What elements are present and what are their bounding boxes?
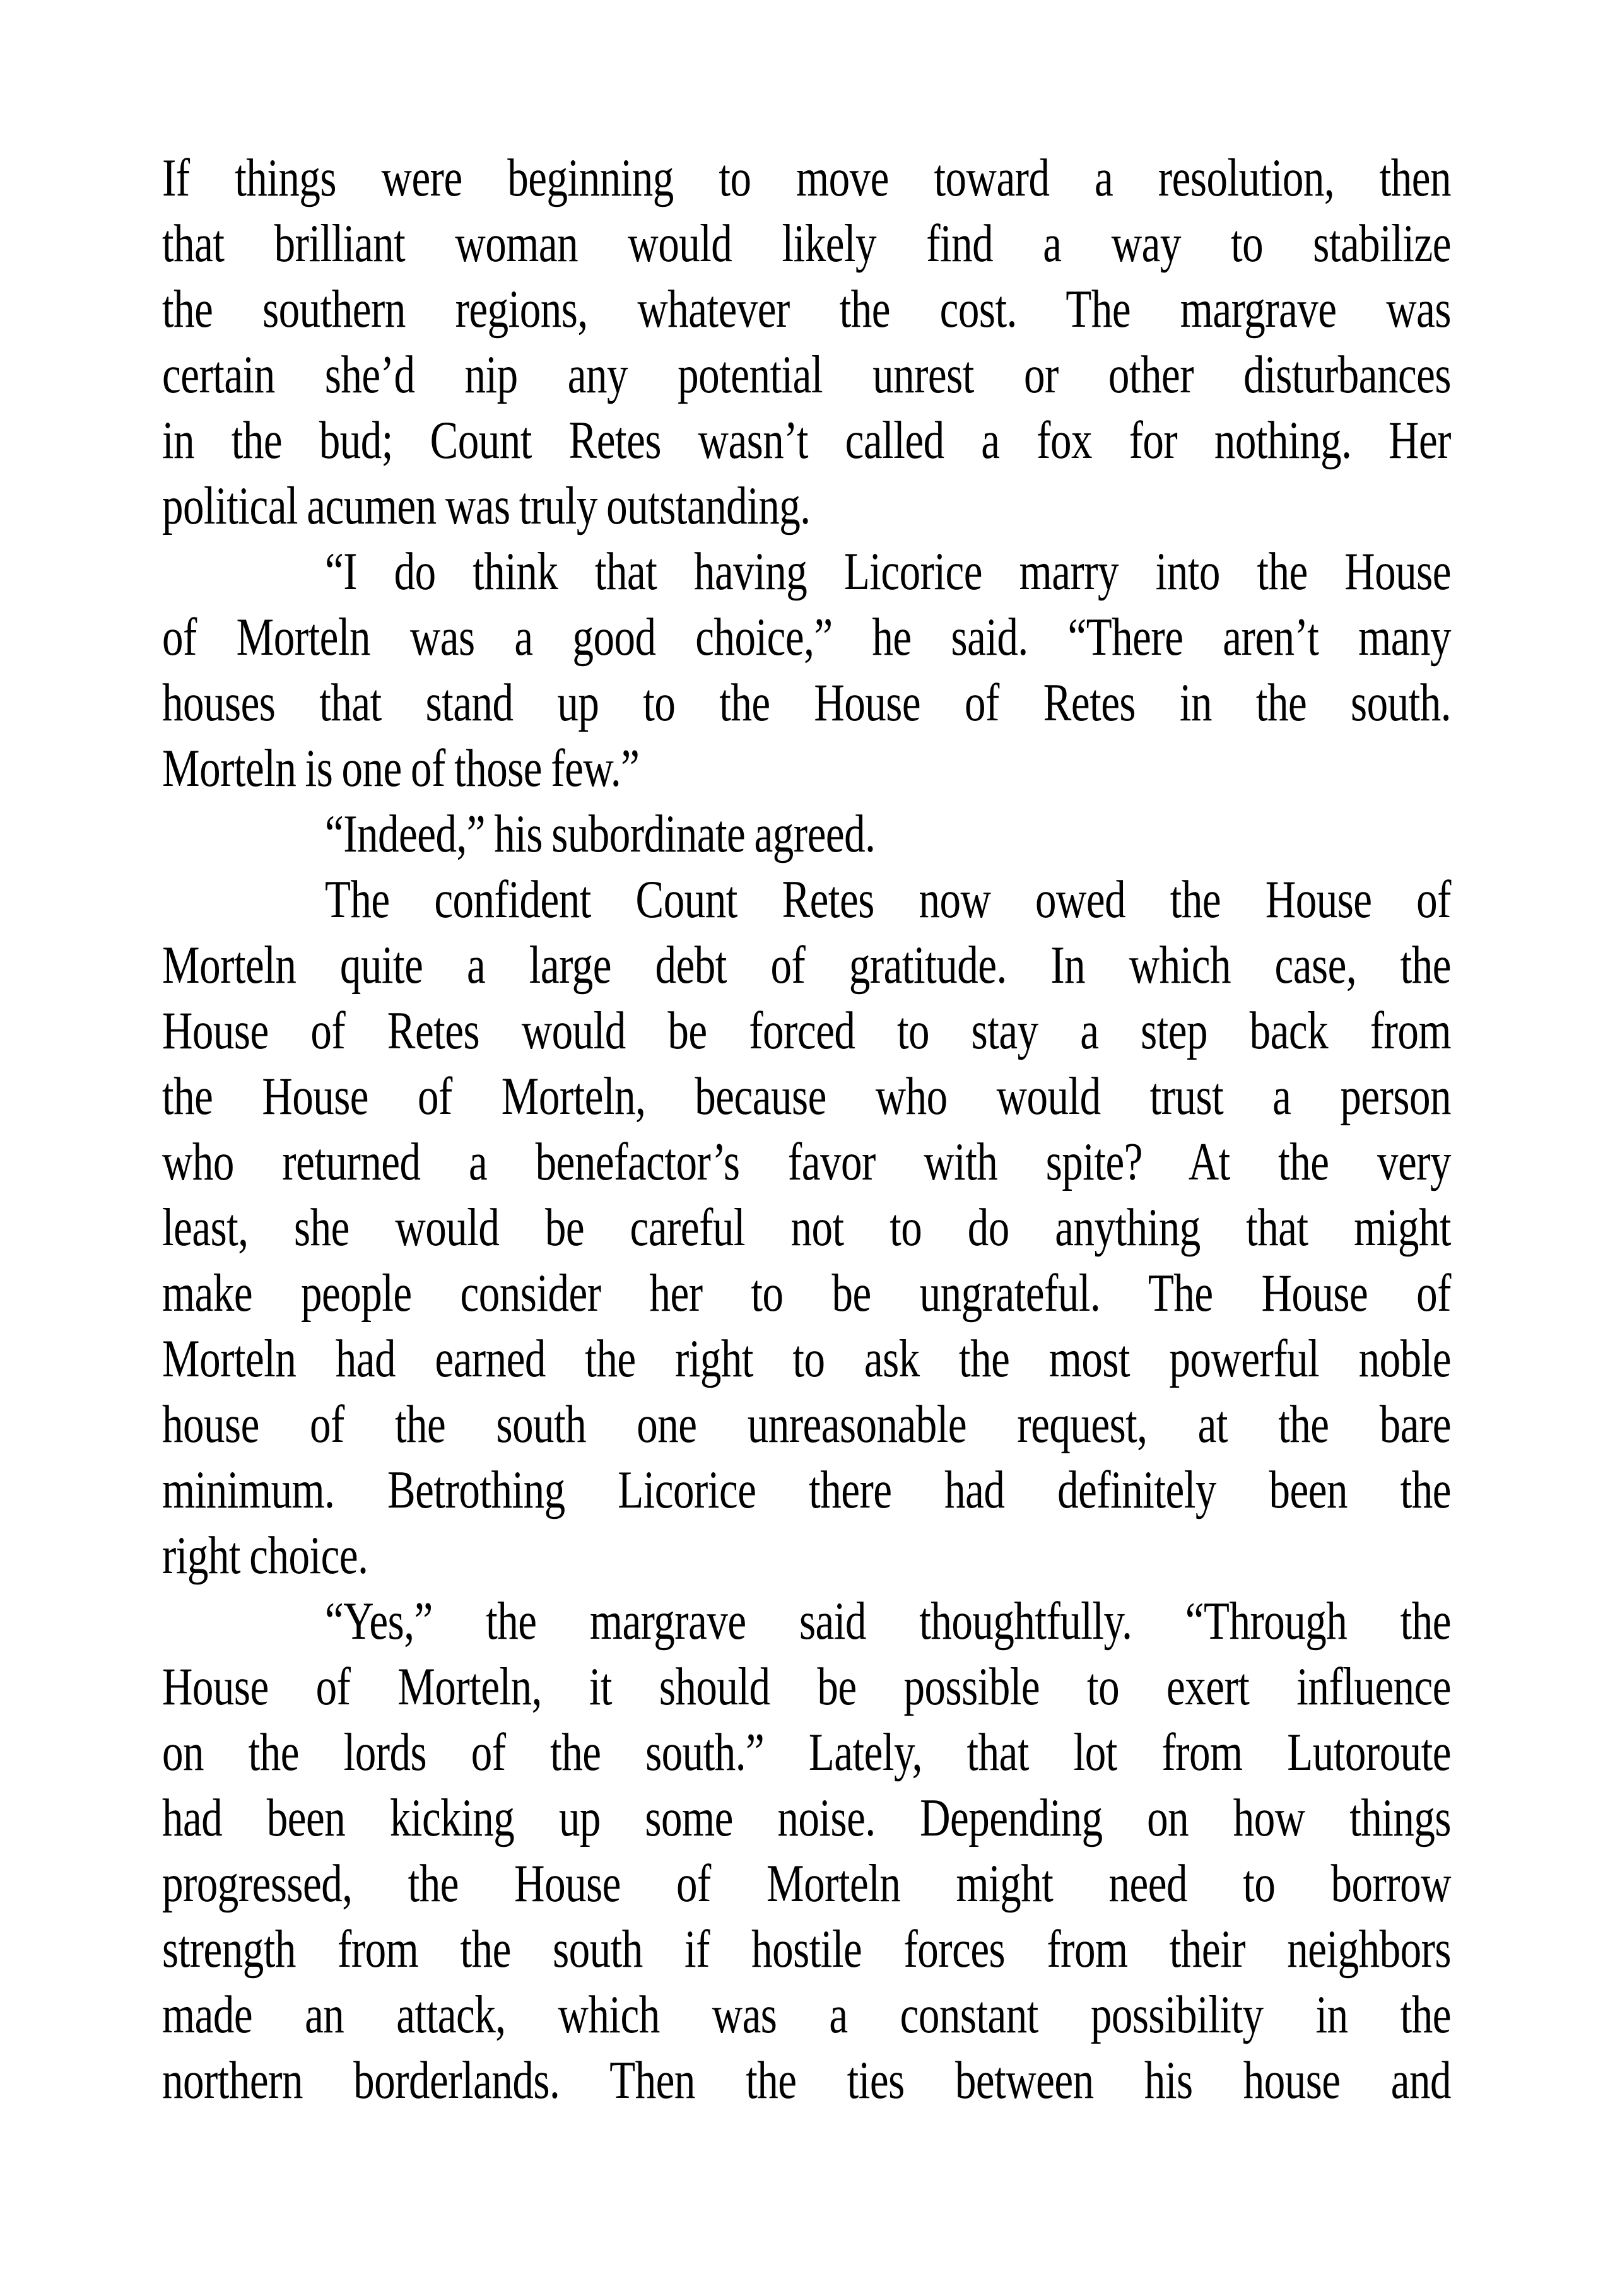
text-line: certain she’d nip any potential unrest or other disturbances bbox=[162, 345, 1451, 404]
text-line: the House of Morteln, because who would trust a person bbox=[162, 1067, 1451, 1126]
text-line: House of Morteln, it should be possible to exert influence bbox=[162, 1657, 1451, 1716]
text-line: political acumen was truly outstanding. bbox=[162, 476, 811, 536]
text-line: northern borderlands. Then the ties between his house and bbox=[162, 2051, 1451, 2110]
text-line: strength from the south if hostile forces from their neighbors bbox=[162, 1919, 1451, 1979]
text-line: house of the south one unreasonable request, at the bare bbox=[162, 1395, 1451, 1454]
text-line: that brilliant woman would likely find a way to stabilize bbox=[162, 214, 1451, 273]
text-line: houses that stand up to the House of Retes in the south. bbox=[162, 673, 1451, 732]
text-line: on the lords of the south.” Lately, that lot from Lutoroute bbox=[162, 1723, 1451, 1782]
paragraph bbox=[162, 801, 1451, 867]
text-line: Morteln had earned the right to ask the most powerful noble bbox=[162, 1329, 1451, 1388]
page-text-block bbox=[162, 145, 1451, 2113]
text-line: right choice. bbox=[162, 1526, 368, 1585]
text-line: who returned a benefactor’s favor with spite? At the very bbox=[162, 1132, 1451, 1192]
text-line: If things were beginning to move toward a resolution, then bbox=[162, 148, 1451, 208]
paragraph bbox=[162, 145, 1451, 539]
text-line: the southern regions, whatever the cost. The margrave was bbox=[162, 279, 1451, 339]
text-line: minimum. Betrothing Licorice there had definitely been the bbox=[162, 1460, 1451, 1520]
text-line: House of Retes would be forced to stay a step back from bbox=[162, 1001, 1451, 1060]
text-line: “Indeed,” his subordinate agreed. bbox=[325, 804, 876, 864]
text-line: The confident Count Retes now owed the House of bbox=[325, 870, 1451, 929]
text-line: of Morteln was a good choice,” he said. “There aren’t many bbox=[162, 607, 1451, 667]
text-line: make people consider her to be ungrateful. The House of bbox=[162, 1263, 1451, 1323]
text-line: least, she would be careful not to do anything that might bbox=[162, 1198, 1451, 1257]
text-line: Morteln quite a large debt of gratitude. In which case, the bbox=[162, 935, 1451, 995]
text-line: progressed, the House of Morteln might need to borrow bbox=[162, 1854, 1451, 1913]
paragraph bbox=[162, 1588, 1451, 2113]
text-line: “Yes,” the margrave said thoughtfully. “Through the bbox=[325, 1591, 1451, 1651]
text-line: had been kicking up some noise. Depending on how things bbox=[162, 1788, 1451, 1848]
text-line: made an attack, which was a constant possibility in the bbox=[162, 1985, 1451, 2044]
text-line: Morteln is one of those few.” bbox=[162, 739, 640, 798]
text-line: in the bud; Count Retes wasn’t called a fox for nothing. Her bbox=[162, 411, 1451, 470]
paragraph bbox=[162, 539, 1451, 801]
paragraph bbox=[162, 867, 1451, 1588]
text-line: “I do think that having Licorice marry into the House bbox=[325, 542, 1451, 601]
